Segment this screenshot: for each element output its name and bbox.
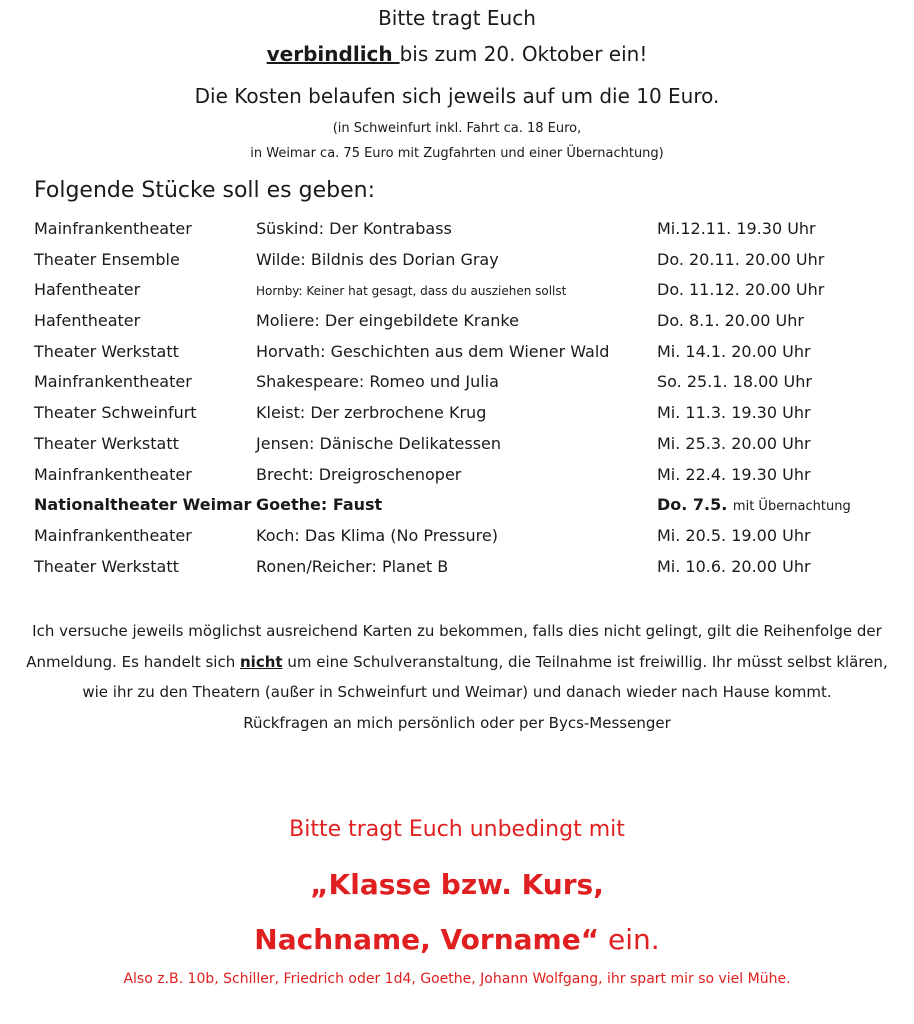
play-venue: Mainfrankentheater [34, 372, 192, 392]
play-row [34, 463, 894, 494]
play-title: Süskind: Der Kontrabass [256, 219, 452, 238]
play-venue: Theater Werkstatt [34, 433, 179, 453]
play-date: Mi. 22.4. 19.30 Uhr [657, 464, 811, 484]
notice-line-3-end: ein. [599, 923, 660, 956]
contact-line: Rückfragen an mich persönlich oder per Bycs-Messenger [243, 713, 671, 732]
play-date: Do. 8.1. 20.00 Uhr [657, 311, 804, 331]
play-row [34, 340, 894, 371]
costs-note-2: in Weimar ca. 75 Euro mit Zugfahrten und einer Übernachtung) [250, 146, 664, 161]
play-date-value: Do. 7.5. [657, 495, 728, 515]
play-title: Wilde: Bildnis des Dorian Gray [256, 249, 499, 269]
info-text-1: Ich versuche jeweils möglichst ausreichend Karten zu bekommen, falls dies nicht gelingt, gilt die Reihenfolge der Anmeldung. Es handelt sich [26, 622, 882, 671]
play-title: Jensen: Dänische Delikatessen [256, 433, 502, 453]
play-date: Mi. 20.5. 19.00 Uhr [657, 525, 811, 545]
costs-line: Die Kosten belaufen sich jeweils auf um die 10 Euro. [194, 84, 720, 108]
play-row [34, 555, 894, 586]
play-venue: Mainfrankentheater [34, 464, 192, 484]
info-text-2: um eine Schulveranstaltung, die Teilnahme ist freiwillig. Ihr müsst selbst klären, wie ihr zu den Theatern (außer in Schweinfurt und Weimar) und danach wieder nach Hause kommt. [82, 652, 888, 701]
info-paragraph [20, 616, 894, 738]
play-date: Mi. 11.3. 19.30 Uhr [657, 403, 811, 423]
play-date: Do. 20.11. 20.00 Uhr [657, 249, 825, 269]
play-row [34, 370, 894, 401]
notice-line-2: „Klasse bzw. Kurs, [310, 868, 604, 901]
play-row [34, 524, 894, 555]
notice-line-3 [0, 923, 914, 956]
play-venue: Theater Werkstatt [34, 341, 179, 361]
play-venue: Theater Ensemble [34, 249, 180, 269]
play-title: Hornby: Keiner hat gesagt, dass du ausziehen sollst [256, 284, 567, 299]
play-venue: Theater Schweinfurt [34, 403, 197, 423]
notice-line-1: Bitte tragt Euch unbedingt mit [289, 817, 625, 842]
overnight-note: mit Übernachtung [732, 499, 851, 515]
play-title: Horvath: Geschichten aus dem Wiener Wald [256, 341, 610, 361]
deadline-text: bis zum 20. Oktober ein! [399, 42, 648, 66]
play-venue: Hafentheater [34, 311, 141, 331]
play-venue: Theater Werkstatt [34, 556, 179, 576]
play-date: Mi. 10.6. 20.00 Uhr [657, 556, 811, 576]
play-title: Shakespeare: Romeo und Julia [256, 372, 499, 392]
play-venue: Hafentheater [34, 280, 141, 300]
play-row [34, 309, 894, 340]
play-venue: Mainfrankentheater [34, 219, 192, 238]
play-title: Moliere: Der eingebildete Kranke [256, 311, 519, 331]
play-row [34, 432, 894, 463]
deadline-line [0, 42, 914, 66]
play-title: Goethe: Faust [256, 495, 383, 515]
play-date [657, 495, 851, 514]
play-row [34, 401, 894, 432]
play-title: Ronen/Reicher: Planet B [256, 556, 449, 576]
play-title: Koch: Das Klima (No Pressure) [256, 525, 498, 545]
costs-note-1: (in Schweinfurt inkl. Fahrt ca. 18 Euro, [332, 121, 582, 136]
name-format: Nachname, Vorname“ [254, 923, 600, 956]
plays-table [34, 217, 894, 585]
header-line-1: Bitte tragt Euch [378, 6, 536, 30]
play-row-highlighted [34, 493, 894, 524]
play-date: Do. 11.12. 20.00 Uhr [657, 280, 825, 300]
play-title: Brecht: Dreigroschenoper [256, 464, 462, 484]
play-row [34, 217, 894, 248]
play-venue: Nationaltheater Weimar [34, 495, 252, 515]
notice-example: Also z.B. 10b, Schiller, Friedrich oder 1d4, Goethe, Johann Wolfgang, ihr spart mir so viel Mühe. [123, 971, 791, 987]
play-row [34, 278, 894, 309]
play-venue: Mainfrankentheater [34, 525, 192, 545]
play-row [34, 248, 894, 279]
plays-heading: Folgende Stücke soll es geben: [34, 178, 375, 203]
play-title: Kleist: Der zerbrochene Krug [256, 403, 487, 423]
binding-word: verbindlich [266, 42, 400, 66]
play-date: Mi.12.11. 19.30 Uhr [657, 219, 816, 238]
play-date: Mi. 14.1. 20.00 Uhr [657, 341, 811, 361]
play-date: So. 25.1. 18.00 Uhr [657, 372, 812, 392]
play-date: Mi. 25.3. 20.00 Uhr [657, 433, 811, 453]
not-emphasis: nicht [240, 652, 283, 671]
